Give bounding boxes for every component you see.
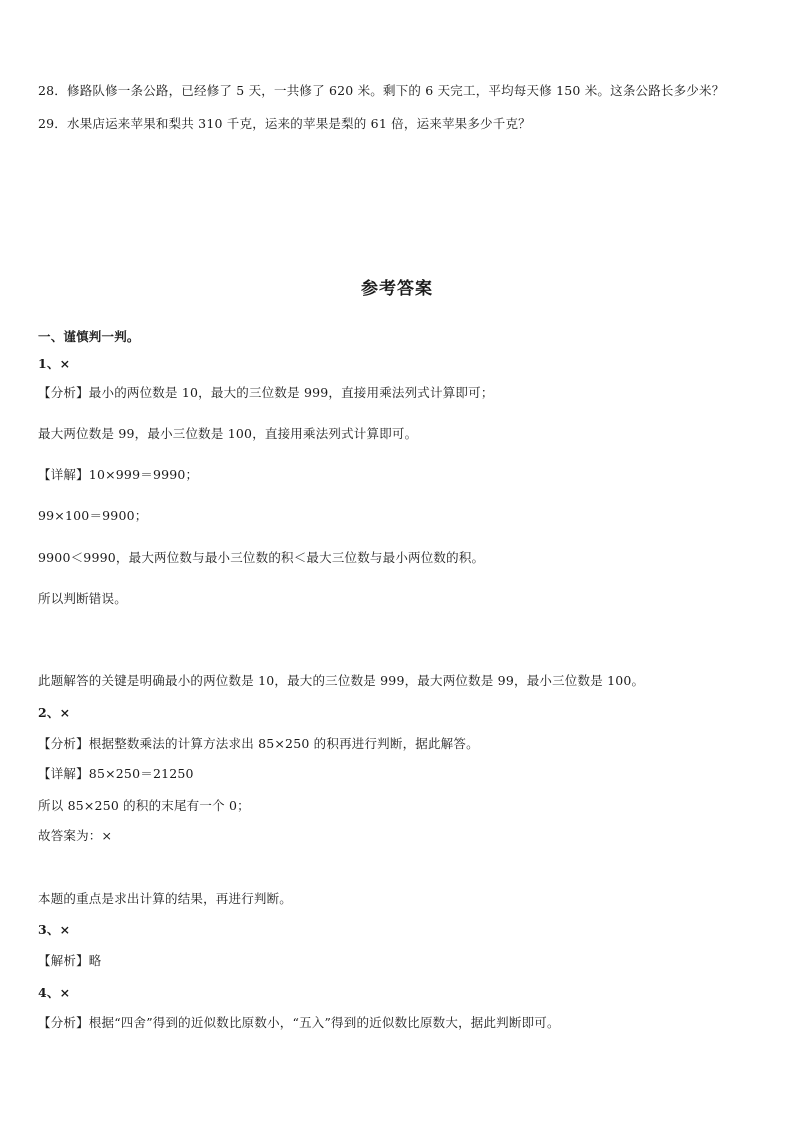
answer-1-detail-2: 99×100＝9900；: [38, 508, 148, 523]
answer-title: 参考答案: [361, 279, 433, 299]
section-heading: 一、谨慎判一判。: [38, 329, 140, 344]
answer-1-note: 此题解答的关键是明确最小的两位数是 10，最大的三位数是 999，最大两位数是 99，最小三位数是 100。: [38, 673, 645, 688]
answer-2-analysis: 【分析】根据整数乘法的计算方法求出 85×250 的积再进行判断，据此解答。: [38, 736, 479, 751]
answer-2-number: 2、×: [38, 705, 71, 720]
answer-1-analysis: 【分析】最小的两位数是 10，最大的三位数是 999，直接用乘法列式计算即可；: [38, 385, 494, 400]
answer-1-analysis-2: 最大两位数是 99，最小三位数是 100，直接用乘法列式计算即可。: [38, 426, 418, 441]
answer-1-detail-3: 9900＜9990，最大两位数与最小三位数的积＜最大三位数与最小两位数的积。: [38, 550, 485, 565]
answer-2-detail: 【详解】85×250＝21250: [38, 766, 194, 781]
question-28: 28．修路队修一条公路，已经修了 5 天，一共修了 620 米。剩下的 6 天完工，平均每天修 150 米。这条公路长多少米？: [38, 83, 725, 98]
answer-3-analysis: 【解析】略: [38, 953, 102, 968]
question-29: 29．水果店运来苹果和梨共 310 千克，运来的苹果是梨的 61 倍，运来苹果多少千克？: [38, 116, 531, 131]
answer-2-detail-2: 所以 85×250 的积的末尾有一个 0；: [38, 798, 250, 813]
answer-1-conclusion: 所以判断错误。: [38, 591, 127, 606]
answer-2-note: 本题的重点是求出计算的结果，再进行判断。: [38, 891, 293, 906]
answer-2-result: 故答案为：×: [38, 828, 113, 843]
answer-3-number: 3、×: [38, 922, 71, 937]
answer-4-number: 4、×: [38, 985, 71, 1000]
answer-4-analysis: 【分析】根据“四舍”得到的近似数比原数小，“五入”得到的近似数比原数大，据此判断即可。: [38, 1015, 560, 1030]
answer-1-detail: 【详解】10×999＝9990；: [38, 467, 199, 482]
answer-1-number: 1、×: [38, 356, 71, 371]
